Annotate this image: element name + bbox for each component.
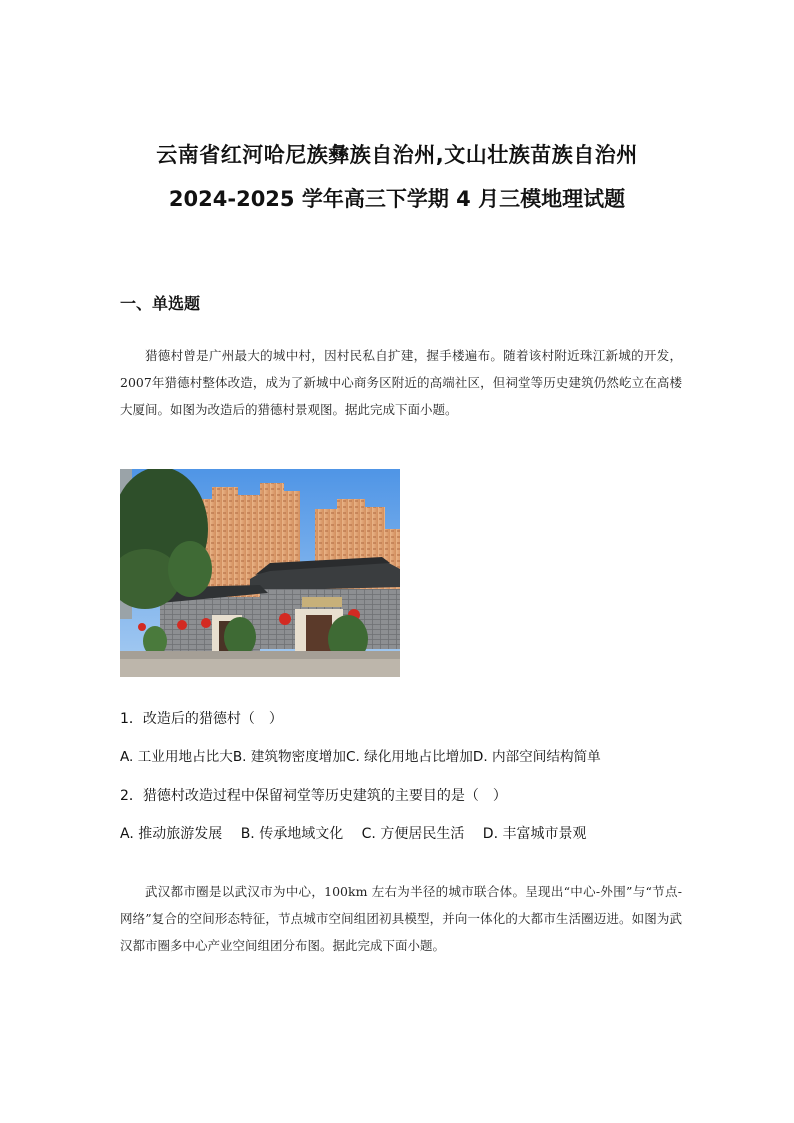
question-1-option-d: D. 内部空间结构简单 — [472, 749, 601, 765]
question-1-stem: 1．改造后的猎德村（ ） — [120, 711, 283, 727]
question-1-options — [120, 746, 690, 768]
question-1-option-a: A. 工业用地占比大 — [120, 749, 233, 765]
question-2-option-d: D. 丰富城市景观 — [482, 826, 587, 842]
question-2-option-b: B. 传承地域文化 — [240, 826, 344, 842]
question-2-option-c: C. 方便居民生活 — [361, 826, 465, 842]
section-heading: 一、单选题 — [120, 294, 201, 313]
question-2-options — [120, 823, 690, 845]
liede-village-photo — [120, 469, 400, 677]
passage-wuhan-metropolitan: 武汉都市圈是以武汉市为中心，100km 左右为半径的城市联合体。呈现出“中心-外围”与“节点-网络”复合的空间形态特征，节点城市空间组团初具模型，并向一体化的大都市生活圈迈进。如图为武汉都市圈多中心产业空间组团分布图。据此完成下面小题。 — [120, 884, 682, 953]
document-title-line-1: 云南省红河哈尼族彝族自治州,文山壮族苗族自治州 — [156, 143, 638, 167]
question-2-option-a: A. 推动旅游发展 — [120, 826, 223, 842]
question-1-option-c: C. 绿化用地占比增加 — [345, 749, 473, 765]
document-title-line-2: 2024-2025 学年高三下学期 4 月三模地理试题 — [168, 187, 626, 211]
question-1-option-b: B. 建筑物密度增加 — [232, 749, 346, 765]
passage-liede-village: 猎德村曾是广州最大的城中村，因村民私自扩建，握手楼遍布。随着该村附近珠江新城的开发，2007年猎德村整体改造，成为了新城中心商务区附近的高端社区，但祠堂等历史建筑仍然屹立在高楼大厦间。如图为改造后的猎德村景观图。据此完成下面小题。 — [120, 348, 682, 417]
question-2-stem: 2．猎德村改造过程中保留祠堂等历史建筑的主要目的是（ ） — [120, 788, 507, 804]
